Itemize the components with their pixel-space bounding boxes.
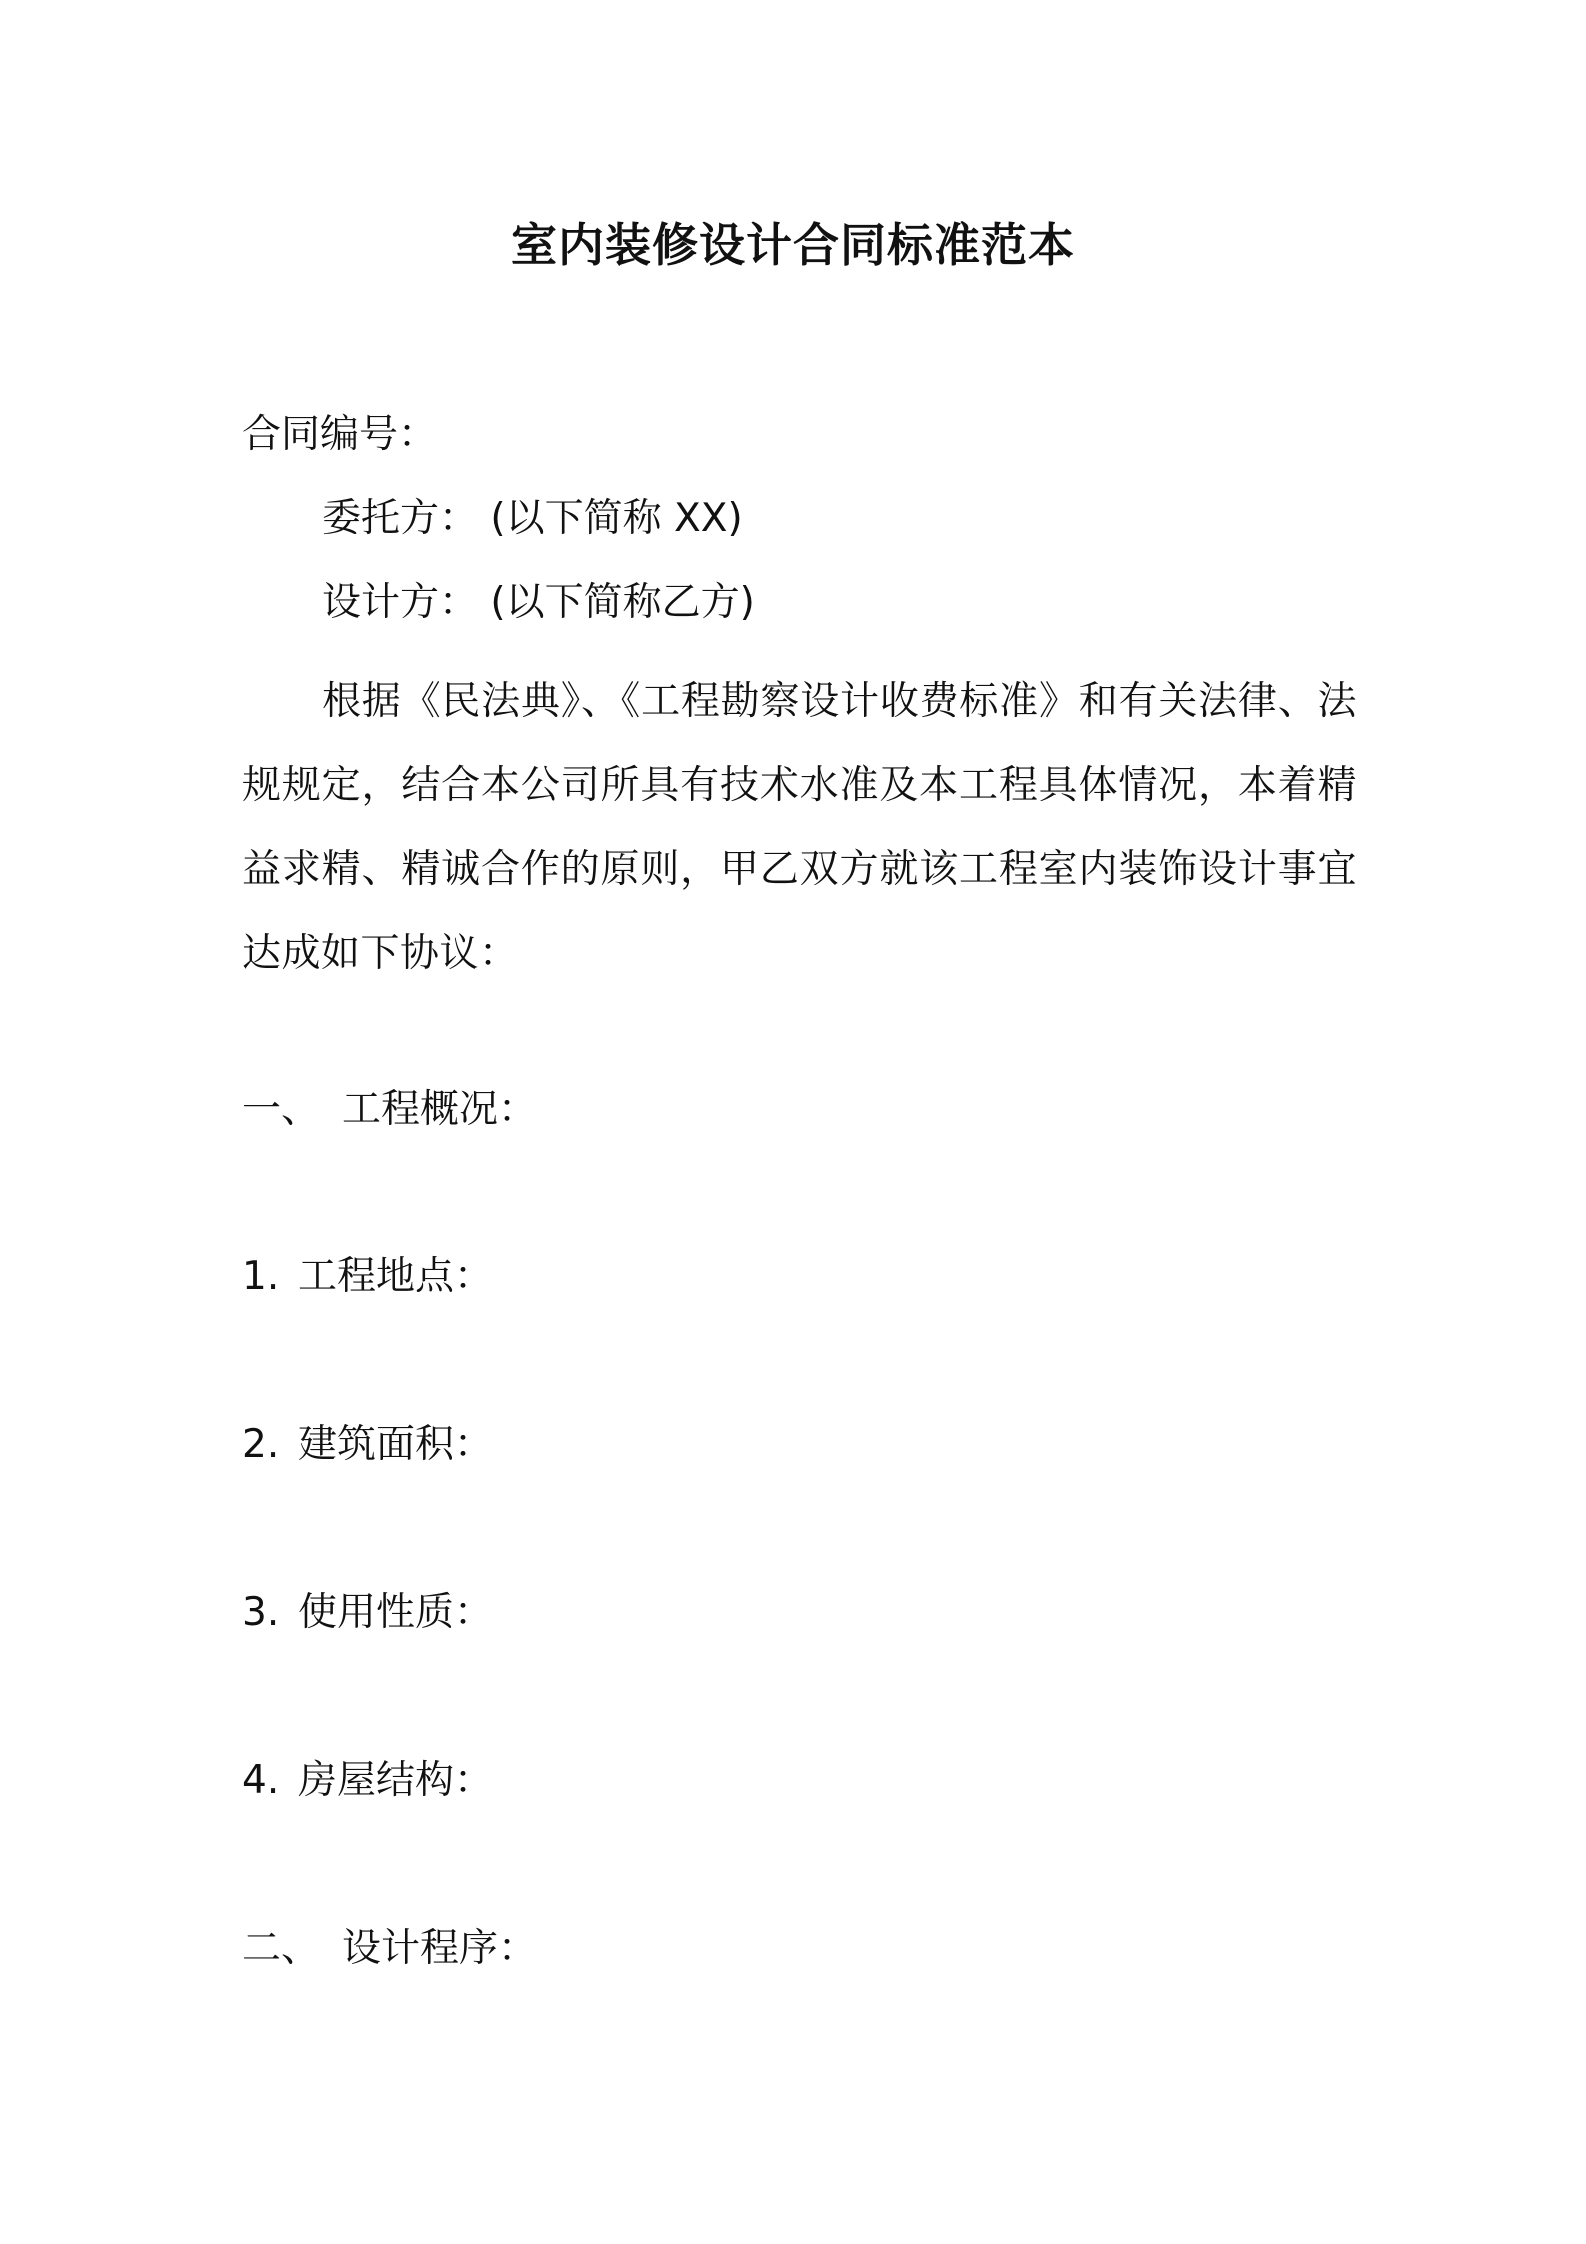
section-number: 一、 [242, 1087, 321, 1132]
section-heading-overview [242, 1083, 537, 1137]
list-item-area [242, 1418, 493, 1472]
item-number: 3. [242, 1590, 280, 1635]
list-item-location [242, 1250, 493, 1304]
section-label: 工程概况： [342, 1087, 538, 1132]
document-title: 室内装修设计合同标准范本 [511, 218, 1075, 272]
intro-paragraph: 根据《民法典》、《工程勘察设计收费标准》和有关法律、法规规定，结合本公司所具有技术水准及本工程具体情况，本着精益求精、精诚合作的原则，甲乙双方就该工程室内装饰设计事宜达成如下协议： [242, 679, 1357, 976]
item-label: 房屋结构： [298, 1758, 494, 1803]
item-number: 2. [242, 1422, 280, 1467]
contract-number-label: 合同编号： [242, 412, 438, 457]
section-label: 设计程序： [342, 1926, 538, 1971]
item-label: 工程地点： [298, 1254, 494, 1299]
list-item-structure [242, 1754, 493, 1808]
section-number: 二、 [242, 1926, 321, 1971]
list-item-usage [242, 1586, 493, 1640]
client-line: 委托方： (以下简称 XX) [322, 496, 743, 541]
item-label: 使用性质： [298, 1590, 494, 1635]
designer-line: 设计方： (以下简称乙方) [322, 580, 755, 625]
item-number: 1. [242, 1254, 280, 1299]
section-heading-design-process [242, 1922, 537, 1976]
item-label: 建筑面积： [298, 1422, 494, 1467]
item-number: 4. [242, 1758, 280, 1803]
